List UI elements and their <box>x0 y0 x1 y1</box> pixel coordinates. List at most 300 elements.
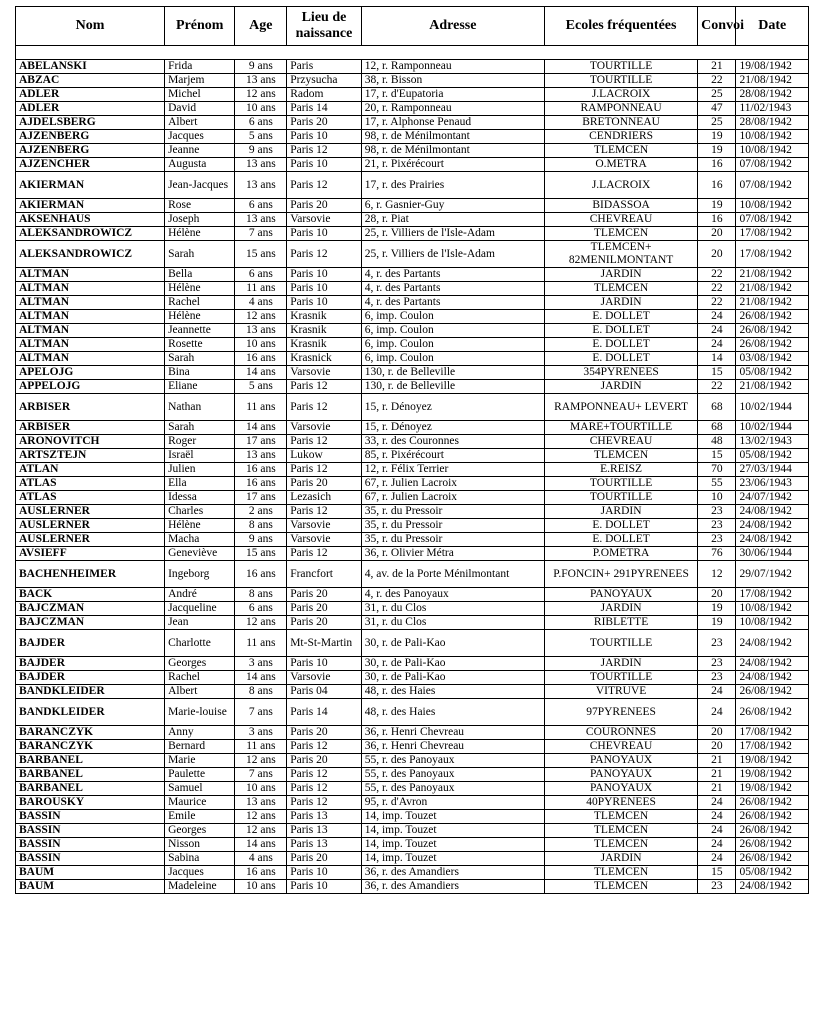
cell-ecoles: PANOYAUX <box>544 768 697 782</box>
cell-ecoles: E. DOLLET <box>544 352 697 366</box>
cell-prenom: Hélène <box>165 227 235 241</box>
cell-ecoles: TLEMCEN <box>544 810 697 824</box>
table-row <box>16 630 809 657</box>
cell-nom: ATLAS <box>16 477 165 491</box>
cell-prenom: Charlotte <box>165 630 235 657</box>
cell-ecoles: PANOYAUX <box>544 782 697 796</box>
cell-ecoles: PANOYAUX <box>544 588 697 602</box>
cell-age: 12 ans <box>235 616 287 630</box>
cell-adresse: 4, r. des Panoyaux <box>361 588 544 602</box>
cell-prenom: Michel <box>165 88 235 102</box>
cell-date: 10/02/1944 <box>736 394 809 421</box>
cell-lieu: Lukow <box>287 449 362 463</box>
cell-lieu: Paris 12 <box>287 782 362 796</box>
cell-age: 13 ans <box>235 449 287 463</box>
cell-adresse: 55, r. des Panoyaux <box>361 754 544 768</box>
cell-prenom: Albert <box>165 685 235 699</box>
spacer-row <box>16 46 809 60</box>
cell-ecoles: TOURTILLE <box>544 671 697 685</box>
cell-lieu: Krasnik <box>287 310 362 324</box>
cell-ecoles: CHEVREAU <box>544 213 697 227</box>
cell-lieu: Paris 12 <box>287 144 362 158</box>
cell-date: 19/08/1942 <box>736 60 809 74</box>
cell-date: 10/08/1942 <box>736 144 809 158</box>
cell-adresse: 4, r. des Partants <box>361 282 544 296</box>
cell-nom: AJZENCHER <box>16 158 165 172</box>
cell-adresse: 4, r. des Partants <box>361 296 544 310</box>
cell-date: 26/08/1942 <box>736 310 809 324</box>
cell-lieu: Paris 20 <box>287 116 362 130</box>
cell-lieu: Paris 20 <box>287 754 362 768</box>
cell-ecoles: O.METRA <box>544 158 697 172</box>
cell-prenom: Sarah <box>165 352 235 366</box>
table-row <box>16 547 809 561</box>
table-row <box>16 60 809 74</box>
cell-date: 05/08/1942 <box>736 366 809 380</box>
cell-age: 13 ans <box>235 74 287 88</box>
cell-age: 17 ans <box>235 491 287 505</box>
cell-convoi: 23 <box>698 880 736 894</box>
cell-ecoles: VITRUVE <box>544 685 697 699</box>
table-row <box>16 435 809 449</box>
cell-prenom: Nathan <box>165 394 235 421</box>
cell-lieu: Przysucha <box>287 74 362 88</box>
cell-ecoles: RAMPONNEAU <box>544 102 697 116</box>
cell-age: 7 ans <box>235 768 287 782</box>
cell-date: 24/08/1942 <box>736 533 809 547</box>
table-row <box>16 602 809 616</box>
cell-date: 23/06/1943 <box>736 477 809 491</box>
cell-prenom: Jacques <box>165 130 235 144</box>
cell-date: 24/08/1942 <box>736 519 809 533</box>
cell-nom: APELOJG <box>16 366 165 380</box>
cell-date: 24/08/1942 <box>736 657 809 671</box>
cell-convoi: 16 <box>698 158 736 172</box>
cell-lieu: Varsovie <box>287 213 362 227</box>
cell-lieu: Radom <box>287 88 362 102</box>
cell-age: 10 ans <box>235 338 287 352</box>
cell-nom: ADLER <box>16 102 165 116</box>
cell-ecoles: TLEMCEN <box>544 227 697 241</box>
cell-age: 14 ans <box>235 366 287 380</box>
cell-nom: AKIERMAN <box>16 199 165 213</box>
cell-date: 26/08/1942 <box>736 838 809 852</box>
header-row <box>16 7 809 46</box>
cell-nom: BARBANEL <box>16 768 165 782</box>
table-row <box>16 477 809 491</box>
cell-date: 21/08/1942 <box>736 296 809 310</box>
table-row <box>16 561 809 588</box>
cell-age: 5 ans <box>235 380 287 394</box>
cell-nom: ALTMAN <box>16 338 165 352</box>
cell-date: 11/02/1943 <box>736 102 809 116</box>
cell-date: 10/08/1942 <box>736 602 809 616</box>
cell-lieu: Paris 12 <box>287 394 362 421</box>
cell-age: 13 ans <box>235 796 287 810</box>
cell-adresse: 30, r. de Pali-Kao <box>361 630 544 657</box>
cell-age: 11 ans <box>235 630 287 657</box>
cell-adresse: 21, r. Pixérécourt <box>361 158 544 172</box>
cell-ecoles: TLEMCEN <box>544 838 697 852</box>
cell-convoi: 24 <box>698 324 736 338</box>
cell-lieu: Mt-St-Martin <box>287 630 362 657</box>
table-row <box>16 726 809 740</box>
cell-date: 10/08/1942 <box>736 130 809 144</box>
cell-age: 13 ans <box>235 324 287 338</box>
cell-age: 15 ans <box>235 547 287 561</box>
cell-nom: BAJCZMAN <box>16 616 165 630</box>
cell-convoi: 16 <box>698 213 736 227</box>
cell-prenom: Hélène <box>165 282 235 296</box>
cell-date: 27/03/1944 <box>736 463 809 477</box>
cell-adresse: 38, r. Bisson <box>361 74 544 88</box>
table-row <box>16 366 809 380</box>
cell-convoi: 23 <box>698 671 736 685</box>
cell-ecoles: E. DOLLET <box>544 338 697 352</box>
cell-convoi: 24 <box>698 338 736 352</box>
cell-convoi: 21 <box>698 782 736 796</box>
cell-date: 26/08/1942 <box>736 324 809 338</box>
cell-age: 6 ans <box>235 116 287 130</box>
cell-nom: AKIERMAN <box>16 172 165 199</box>
children-roster-table <box>15 6 809 894</box>
cell-ecoles: BIDASSOA <box>544 199 697 213</box>
cell-nom: ADLER <box>16 88 165 102</box>
cell-nom: ATLAN <box>16 463 165 477</box>
cell-prenom: Anny <box>165 726 235 740</box>
cell-convoi: 24 <box>698 699 736 726</box>
cell-adresse: 48, r. des Haies <box>361 699 544 726</box>
table-row <box>16 421 809 435</box>
cell-lieu: Paris 20 <box>287 477 362 491</box>
cell-date: 26/08/1942 <box>736 810 809 824</box>
cell-date: 24/07/1942 <box>736 491 809 505</box>
cell-prenom: Madeleine <box>165 880 235 894</box>
cell-convoi: 23 <box>698 630 736 657</box>
cell-adresse: 35, r. du Pressoir <box>361 519 544 533</box>
cell-age: 5 ans <box>235 130 287 144</box>
cell-date: 26/08/1942 <box>736 796 809 810</box>
cell-adresse: 12, r. Ramponneau <box>361 60 544 74</box>
cell-convoi: 20 <box>698 588 736 602</box>
table-row <box>16 199 809 213</box>
table-row <box>16 213 809 227</box>
cell-adresse: 30, r. de Pali-Kao <box>361 657 544 671</box>
cell-lieu: Varsovie <box>287 519 362 533</box>
cell-nom: BACK <box>16 588 165 602</box>
cell-adresse: 55, r. des Panoyaux <box>361 768 544 782</box>
cell-lieu: Paris 20 <box>287 588 362 602</box>
table-row <box>16 241 809 268</box>
cell-date: 21/08/1942 <box>736 74 809 88</box>
cell-age: 4 ans <box>235 296 287 310</box>
cell-adresse: 130, r. de Belleville <box>361 366 544 380</box>
cell-adresse: 4, av. de la Porte Ménilmontant <box>361 561 544 588</box>
cell-age: 11 ans <box>235 282 287 296</box>
table-row <box>16 338 809 352</box>
cell-lieu: Paris 20 <box>287 726 362 740</box>
cell-prenom: Rose <box>165 199 235 213</box>
table-body <box>16 46 809 894</box>
cell-ecoles: TLEMCEN <box>544 282 697 296</box>
cell-age: 11 ans <box>235 740 287 754</box>
cell-nom: BASSIN <box>16 838 165 852</box>
cell-nom: BASSIN <box>16 810 165 824</box>
table-row <box>16 324 809 338</box>
cell-nom: BANDKLEIDER <box>16 685 165 699</box>
cell-date: 07/08/1942 <box>736 172 809 199</box>
cell-date: 24/08/1942 <box>736 505 809 519</box>
cell-convoi: 14 <box>698 352 736 366</box>
table-row <box>16 671 809 685</box>
cell-age: 9 ans <box>235 144 287 158</box>
cell-nom: BARBANEL <box>16 782 165 796</box>
cell-lieu: Paris 12 <box>287 435 362 449</box>
cell-age: 8 ans <box>235 685 287 699</box>
cell-nom: BASSIN <box>16 824 165 838</box>
table-row <box>16 782 809 796</box>
cell-date: 26/08/1942 <box>736 685 809 699</box>
cell-age: 3 ans <box>235 726 287 740</box>
cell-nom: AJDELSBERG <box>16 116 165 130</box>
cell-date: 10/02/1944 <box>736 421 809 435</box>
cell-lieu: Krasnick <box>287 352 362 366</box>
table-row <box>16 491 809 505</box>
cell-prenom: Nisson <box>165 838 235 852</box>
table-row <box>16 74 809 88</box>
cell-adresse: 14, imp. Touzet <box>361 824 544 838</box>
cell-nom: ARBISER <box>16 421 165 435</box>
cell-prenom: Geneviève <box>165 547 235 561</box>
cell-lieu: Varsovie <box>287 366 362 380</box>
cell-date: 26/08/1942 <box>736 852 809 866</box>
cell-ecoles: CENDRIERS <box>544 130 697 144</box>
table-row <box>16 866 809 880</box>
cell-date: 10/08/1942 <box>736 199 809 213</box>
table-row <box>16 449 809 463</box>
cell-adresse: 48, r. des Haies <box>361 685 544 699</box>
cell-nom: ATLAS <box>16 491 165 505</box>
cell-prenom: Jacques <box>165 866 235 880</box>
cell-ecoles: TLEMCEN+ 82MENILMONTANT <box>544 241 697 268</box>
cell-ecoles: TLEMCEN <box>544 449 697 463</box>
cell-nom: BARANCZYK <box>16 740 165 754</box>
cell-age: 16 ans <box>235 463 287 477</box>
cell-date: 05/08/1942 <box>736 866 809 880</box>
cell-ecoles: TLEMCEN <box>544 824 697 838</box>
cell-ecoles: JARDIN <box>544 602 697 616</box>
cell-adresse: 98, r. de Ménilmontant <box>361 130 544 144</box>
cell-ecoles: JARDIN <box>544 657 697 671</box>
cell-lieu: Paris 10 <box>287 880 362 894</box>
table-row <box>16 768 809 782</box>
cell-convoi: 24 <box>698 796 736 810</box>
cell-prenom: Sarah <box>165 241 235 268</box>
cell-age: 15 ans <box>235 241 287 268</box>
cell-adresse: 35, r. du Pressoir <box>361 505 544 519</box>
cell-age: 6 ans <box>235 602 287 616</box>
cell-nom: ALTMAN <box>16 324 165 338</box>
cell-adresse: 36, r. des Amandiers <box>361 880 544 894</box>
cell-ecoles: E. DOLLET <box>544 310 697 324</box>
cell-convoi: 22 <box>698 380 736 394</box>
cell-prenom: André <box>165 588 235 602</box>
table-row <box>16 657 809 671</box>
header-lieu-naissance: Lieu de naissance <box>287 7 362 46</box>
cell-prenom: Jean-Jacques <box>165 172 235 199</box>
cell-date: 17/08/1942 <box>736 588 809 602</box>
cell-convoi: 25 <box>698 88 736 102</box>
table-row <box>16 519 809 533</box>
cell-nom: BASSIN <box>16 852 165 866</box>
cell-prenom: Hélène <box>165 519 235 533</box>
cell-adresse: 67, r. Julien Lacroix <box>361 491 544 505</box>
cell-prenom: Julien <box>165 463 235 477</box>
cell-prenom: Albert <box>165 116 235 130</box>
header-nom: Nom <box>16 7 165 46</box>
cell-nom: BAUM <box>16 866 165 880</box>
cell-ecoles: 354PYRENEES <box>544 366 697 380</box>
table-row <box>16 144 809 158</box>
cell-adresse: 6, r. Gasnier-Guy <box>361 199 544 213</box>
table-row <box>16 268 809 282</box>
cell-nom: ALTMAN <box>16 352 165 366</box>
cell-convoi: 20 <box>698 726 736 740</box>
cell-prenom: Bernard <box>165 740 235 754</box>
cell-prenom: Macha <box>165 533 235 547</box>
cell-date: 26/08/1942 <box>736 824 809 838</box>
cell-date: 26/08/1942 <box>736 338 809 352</box>
cell-date: 28/08/1942 <box>736 88 809 102</box>
table-row <box>16 116 809 130</box>
cell-adresse: 31, r. du Clos <box>361 602 544 616</box>
cell-lieu: Paris 12 <box>287 547 362 561</box>
cell-adresse: 85, r. Pixérécourt <box>361 449 544 463</box>
cell-lieu: Paris 12 <box>287 380 362 394</box>
cell-convoi: 68 <box>698 421 736 435</box>
table-row <box>16 296 809 310</box>
cell-lieu: Paris <box>287 60 362 74</box>
cell-age: 3 ans <box>235 657 287 671</box>
cell-age: 12 ans <box>235 88 287 102</box>
cell-nom: ALTMAN <box>16 296 165 310</box>
cell-nom: ABZAC <box>16 74 165 88</box>
cell-ecoles: COURONNES <box>544 726 697 740</box>
cell-convoi: 19 <box>698 144 736 158</box>
cell-ecoles: TOURTILLE <box>544 477 697 491</box>
cell-prenom: Bina <box>165 366 235 380</box>
table-row <box>16 463 809 477</box>
cell-nom: ARONOVITCH <box>16 435 165 449</box>
cell-date: 13/02/1943 <box>736 435 809 449</box>
cell-adresse: 35, r. du Pressoir <box>361 533 544 547</box>
cell-ecoles: E. DOLLET <box>544 324 697 338</box>
cell-adresse: 4, r. des Partants <box>361 268 544 282</box>
header-ecoles: Ecoles fréquentées <box>544 7 697 46</box>
cell-prenom: Israël <box>165 449 235 463</box>
cell-convoi: 20 <box>698 241 736 268</box>
cell-prenom: Joseph <box>165 213 235 227</box>
cell-adresse: 20, r. Ramponneau <box>361 102 544 116</box>
cell-ecoles: JARDIN <box>544 268 697 282</box>
table-row <box>16 754 809 768</box>
cell-prenom: Ingeborg <box>165 561 235 588</box>
table-row <box>16 740 809 754</box>
cell-ecoles: TLEMCEN <box>544 866 697 880</box>
table-row <box>16 852 809 866</box>
cell-adresse: 14, imp. Touzet <box>361 810 544 824</box>
cell-convoi: 23 <box>698 519 736 533</box>
cell-nom: BAJDER <box>16 630 165 657</box>
table-row <box>16 130 809 144</box>
cell-age: 17 ans <box>235 435 287 449</box>
cell-convoi: 22 <box>698 74 736 88</box>
cell-date: 07/08/1942 <box>736 213 809 227</box>
cell-lieu: Varsovie <box>287 671 362 685</box>
table-row <box>16 699 809 726</box>
cell-convoi: 23 <box>698 657 736 671</box>
cell-lieu: Paris 12 <box>287 463 362 477</box>
cell-date: 29/07/1942 <box>736 561 809 588</box>
cell-convoi: 21 <box>698 768 736 782</box>
cell-convoi: 15 <box>698 866 736 880</box>
cell-date: 17/08/1942 <box>736 241 809 268</box>
cell-lieu: Paris 04 <box>287 685 362 699</box>
cell-date: 19/08/1942 <box>736 768 809 782</box>
cell-convoi: 68 <box>698 394 736 421</box>
cell-convoi: 15 <box>698 366 736 380</box>
cell-nom: ALEKSANDROWICZ <box>16 241 165 268</box>
cell-ecoles: TLEMCEN <box>544 144 697 158</box>
cell-age: 13 ans <box>235 213 287 227</box>
cell-nom: AVSIEFF <box>16 547 165 561</box>
cell-convoi: 23 <box>698 533 736 547</box>
cell-nom: AUSLERNER <box>16 519 165 533</box>
cell-prenom: Bella <box>165 268 235 282</box>
cell-adresse: 36, r. Henri Chevreau <box>361 726 544 740</box>
cell-nom: ALTMAN <box>16 310 165 324</box>
cell-adresse: 17, r. Alphonse Penaud <box>361 116 544 130</box>
cell-adresse: 130, r. de Belleville <box>361 380 544 394</box>
table-row <box>16 824 809 838</box>
cell-prenom: Sabina <box>165 852 235 866</box>
table-row <box>16 310 809 324</box>
header-adresse: Adresse <box>361 7 544 46</box>
cell-age: 6 ans <box>235 268 287 282</box>
cell-age: 16 ans <box>235 477 287 491</box>
cell-lieu: Paris 20 <box>287 602 362 616</box>
table-row <box>16 533 809 547</box>
cell-nom: AKSENHAUS <box>16 213 165 227</box>
table-row <box>16 88 809 102</box>
cell-prenom: Marie <box>165 754 235 768</box>
cell-age: 14 ans <box>235 838 287 852</box>
cell-prenom: Samuel <box>165 782 235 796</box>
cell-nom: BAUM <box>16 880 165 894</box>
cell-prenom: Jean <box>165 616 235 630</box>
cell-age: 16 ans <box>235 866 287 880</box>
cell-age: 12 ans <box>235 310 287 324</box>
cell-nom: BARBANEL <box>16 754 165 768</box>
cell-lieu: Paris 10 <box>287 268 362 282</box>
cell-convoi: 70 <box>698 463 736 477</box>
cell-nom: BANDKLEIDER <box>16 699 165 726</box>
cell-nom: ALTMAN <box>16 268 165 282</box>
cell-prenom: Maurice <box>165 796 235 810</box>
cell-ecoles: JARDIN <box>544 296 697 310</box>
table-row <box>16 838 809 852</box>
cell-nom: AUSLERNER <box>16 505 165 519</box>
